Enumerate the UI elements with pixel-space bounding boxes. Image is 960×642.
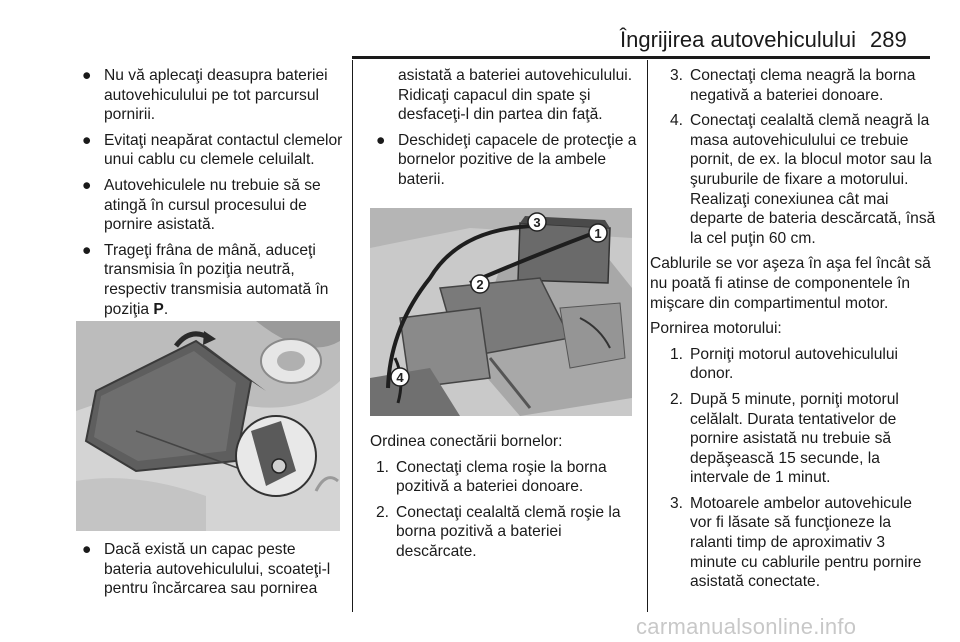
bullet-icon: ● — [82, 241, 92, 259]
bullet-icon: ● — [82, 541, 92, 558]
header-rule — [352, 56, 930, 59]
numbered-item — [664, 111, 936, 248]
cable-routing-paragraph: Cablurile se vor aşeza în aşa fel încât să nu poată fi atinse de componentele în mişcare din compartimentul motor. — [650, 255, 931, 312]
step-text: Conectaţi cealaltă clemă roşie la borna pozitivă a bateriei descărcate. — [396, 503, 621, 560]
column-middle — [370, 66, 638, 196]
jump-start-photo — [370, 208, 632, 416]
step-text: Conectaţi cealaltă clemă neagră la masa autovehiculului ce trebuie pornit, de ex. la blocul motor sau la şuruburile de fixare a motorului. Realizaţi conexiunea cât mai departe de bateria descărcată, însă la cel puţin 60 cm. — [690, 112, 936, 247]
step-number: 2. — [670, 390, 684, 408]
bullet-text: Trageţi frâna de mână, aduceţi transmisia în poziţia neutră, respectiv transmisia automată în poziţia — [104, 241, 329, 318]
step-number: 1. — [670, 345, 684, 363]
column-divider — [647, 60, 648, 612]
step-text: Conectaţi clema roşie la borna pozitivă a bateriei donoare. — [396, 458, 607, 496]
step-number: 3. — [670, 67, 684, 84]
bullet-text-end: . — [163, 300, 169, 318]
callout-2: 2 — [476, 277, 484, 292]
step-text: Conectaţi clema neagră la borna negativă a bateriei donoare. — [690, 67, 916, 104]
callout-4: 4 — [396, 370, 404, 385]
bullet-text: Deschideţi capacele de protecţie a bornelor pozitive de la ambele baterii. — [398, 131, 637, 188]
bullet-icon: ● — [376, 131, 386, 149]
watermark: carmanualsonline.info — [636, 614, 857, 639]
step-number: 4. — [670, 112, 684, 130]
page-number: 289 — [870, 27, 907, 52]
bullet-item — [76, 241, 344, 319]
numbered-item — [370, 458, 638, 497]
continuation-text: asistată a bateriei autovehiculului. Ridicaţi capacul din spate şi desfaceţi-l din partea din faţă. — [398, 67, 633, 124]
bold-gear-letter: P — [153, 300, 164, 318]
step-text: Porniţi motorul autovehiculului donor. — [690, 345, 899, 383]
column-left — [76, 66, 344, 325]
column-left-bottom — [76, 540, 344, 605]
step-text: După 5 minute, porniţi motorul celălalt. Durata tentativelor de pornire asistată nu trebuie să depăşească 15 secunde, la intervale de 1 minut. — [690, 390, 899, 487]
bullet-item — [370, 131, 638, 190]
step-number: 2. — [376, 503, 390, 521]
bullet-icon: ● — [82, 67, 92, 84]
step-number: 3. — [670, 494, 684, 512]
step-number: 1. — [376, 458, 390, 476]
bullet-text: Dacă există un capac peste bateria autovehiculului, scoateţi-l pentru încărcarea sau pornirea — [104, 541, 331, 598]
numbered-item — [664, 66, 936, 105]
bullet-icon: ● — [82, 131, 92, 149]
order-title: Ordinea conectării bornelor: — [370, 433, 563, 450]
bullet-item — [76, 540, 344, 599]
engine-start-heading: Pornirea motorului: — [650, 320, 782, 338]
bullet-icon: ● — [82, 176, 92, 194]
bullet-item — [76, 176, 344, 235]
callout-3: 3 — [533, 215, 541, 230]
bullet-text: Evitaţi neapărat contactul clemelor unui cablu cu clemele celuilalt. — [104, 131, 343, 169]
bullet-item — [76, 66, 344, 125]
numbered-item — [664, 345, 936, 384]
column-right — [650, 66, 936, 598]
column-middle-bottom — [370, 432, 638, 568]
callout-1: 1 — [594, 226, 602, 241]
column-divider — [352, 60, 353, 612]
bullet-text: Nu vă aplecaţi deasupra bateriei autovehiculului pe tot parcursul pornirii. — [104, 67, 328, 124]
numbered-item — [664, 494, 936, 592]
battery-cover-photo — [76, 321, 340, 531]
bullet-text: Autovehiculele nu trebuie să se atingă în cursul procesului de pornire asistată. — [104, 176, 321, 234]
numbered-item — [370, 503, 638, 562]
page-title: Îngrijirea autovehiculului — [620, 27, 857, 52]
bullet-item — [76, 131, 344, 170]
step-text: Motoarele ambelor autovehicule vor fi lăsate să funcţioneze la ralanti timp de aproximativ 3 minute cu cablurile pentru pornire asistată conectate. — [690, 494, 922, 591]
numbered-item — [664, 390, 936, 488]
